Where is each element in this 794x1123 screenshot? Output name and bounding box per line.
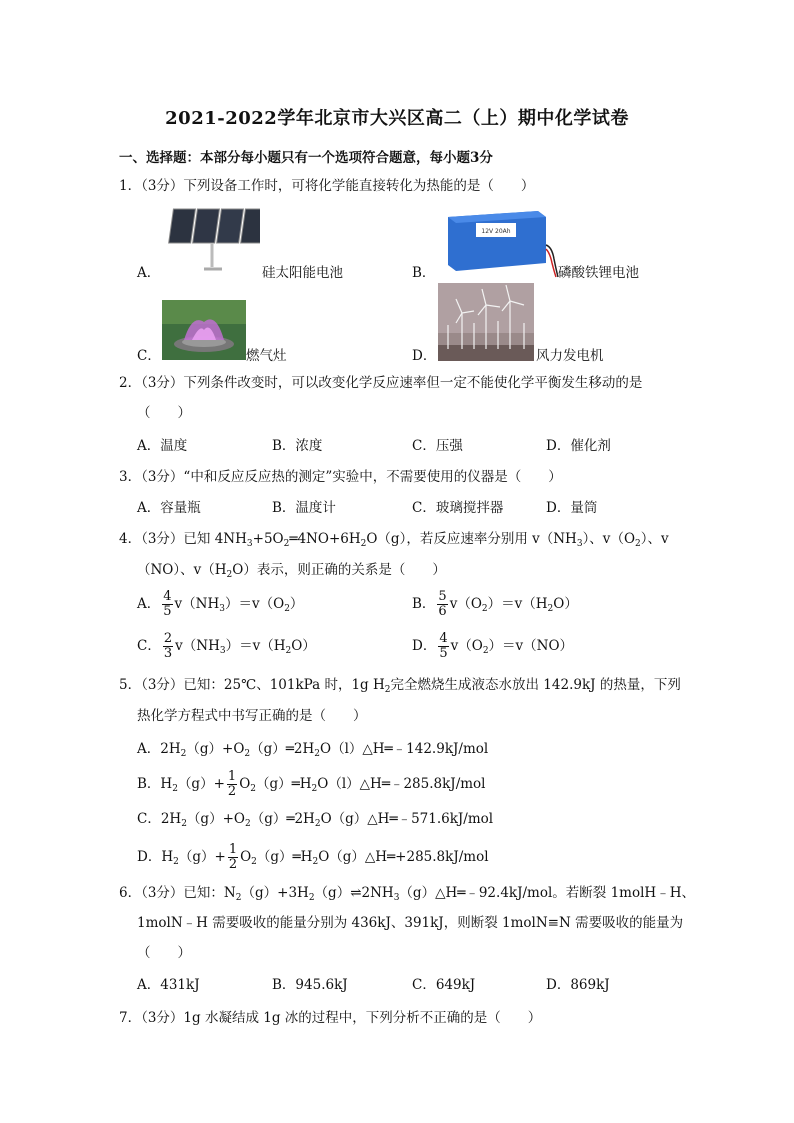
q3-option-a: A．容量瓶 [137, 500, 201, 516]
question-2-stem-cont: （ ） [137, 405, 191, 421]
section-heading: 一、选择题：本部分每小题只有一个选项符合题意，每小题3分 [119, 150, 493, 166]
question-1-stem: 1．（3分）下列设备工作时，可将化学能直接转化为热能的是（ ） [119, 178, 535, 194]
q5-option-d: D．$H_2(g)+$ $\frac{1}{2}$ $O_2(g)═H_2O(g)\triangle H═+285.8kJ$/mol [137, 842, 489, 872]
q2-option-c: C．压强 [412, 438, 463, 454]
q2-option-a: A．温度 [137, 438, 188, 454]
q1-option-d-text: 风力发电机 [536, 348, 604, 364]
q4-option-a: A． $\frac{4}{5}$ $v(NH_3)=v(O_2)$ [137, 589, 304, 619]
question-3-stem: 3．（3分）“中和反应反应热的测定”实验中，不需要使用的仪器是（ ） [119, 469, 562, 485]
q4-option-c: C． $\frac{2}{3}$ $v(NH_3)=v(H_2O)$ [137, 631, 316, 661]
q5-option-b: B．$H_2(g)+$ $\frac{1}{2}$ $O_2(g)═H_2O(l)\triangle H═﹣285.8kJ$/mol [137, 769, 486, 799]
battery-image [442, 207, 560, 279]
q6-option-d: D．869kJ [546, 977, 610, 993]
q4-option-d: D． $\frac{4}{5}$ $v(O_2)=v(NO)$ [412, 631, 574, 661]
q5-option-c: C．$2H_2(g)+O_2(g)═2H_2O(g)\triangle H═﹣571.6kJ$/mol [137, 811, 494, 829]
question-5-stem: 5．（3分）已知：25℃、101kPa 时，1g $H_2$完全燃烧生成液态水放出 142.9kJ 的热量，下列 [119, 677, 681, 695]
question-6-stem: 6．（3分）已知：$N_2(g)+3H_2(g)\rightleftharpoons 2NH_3(g)\triangle H═﹣92.4kJ$/mol。若断裂 1molH﹣H、 [119, 885, 695, 903]
solar-panel-image [164, 205, 260, 275]
q2-option-d: D．催化剂 [546, 438, 611, 454]
q1-option-c-label: C． [137, 348, 161, 364]
q3-option-c: C．玻璃搅拌器 [412, 500, 504, 516]
q1-option-b-text: 磷酸铁锂电池 [558, 265, 639, 281]
question-7-stem: 7．（3分）1g 水凝结成 1g 冰的过程中，下列分析不正确的是（ ） [119, 1010, 542, 1026]
q4-option-b: B． $\frac{5}{6}$ $v(O_2)=v(H_2O)$ [412, 589, 578, 619]
q6-option-a: A．431kJ [137, 977, 200, 993]
exam-title: 2021-2022学年北京市大兴区高二（上）期中化学试卷 [165, 108, 629, 129]
q6-option-b: B．945.6kJ [272, 977, 348, 993]
gas-stove-image [162, 300, 246, 360]
question-2-stem: 2．（3分）下列条件改变时，可以改变化学反应速率但一定不能使化学平衡发生移动的是 [119, 375, 643, 391]
q1-option-b-label: B． [412, 265, 436, 281]
q3-option-b: B．温度计 [272, 500, 336, 516]
q1-option-c-text: 燃气灶 [246, 348, 287, 364]
q3-option-d: D．量筒 [546, 500, 598, 516]
question-4-stem-cont: （NO）、$v(H_2O)$表示，则正确的关系是（ ） [137, 562, 446, 580]
question-6-stem-cont2: （ ） [137, 945, 191, 961]
question-6-stem-cont: 1molN﹣H 需要吸收的能量分别为 436kJ、391kJ，则断裂 1molN≡N 需要吸收的能量为 [137, 915, 684, 931]
q1-option-a-label: A． [137, 265, 161, 281]
q6-option-c: C．649kJ [412, 977, 476, 993]
question-4-stem: 4．（3分）已知 $4NH_3+5O_2═4NO+6H_2O(g)$，若反应速率分别用 $v(NH_3)$、$v(O_2)$、v [119, 531, 669, 549]
wind-turbine-image [438, 283, 534, 361]
q1-option-d-label: D． [412, 348, 437, 364]
q1-option-a-text: 硅太阳能电池 [262, 265, 343, 281]
question-5-stem-cont: 热化学方程式中书写正确的是（ ） [137, 708, 367, 724]
q2-option-b: B．浓度 [272, 438, 323, 454]
battery-label: 12V 20Ah [481, 228, 511, 235]
q5-option-a: A．$2H_2(g)+O_2(g)═2H_2O(l)\triangle H═﹣142.9kJ$/mol [137, 741, 489, 759]
